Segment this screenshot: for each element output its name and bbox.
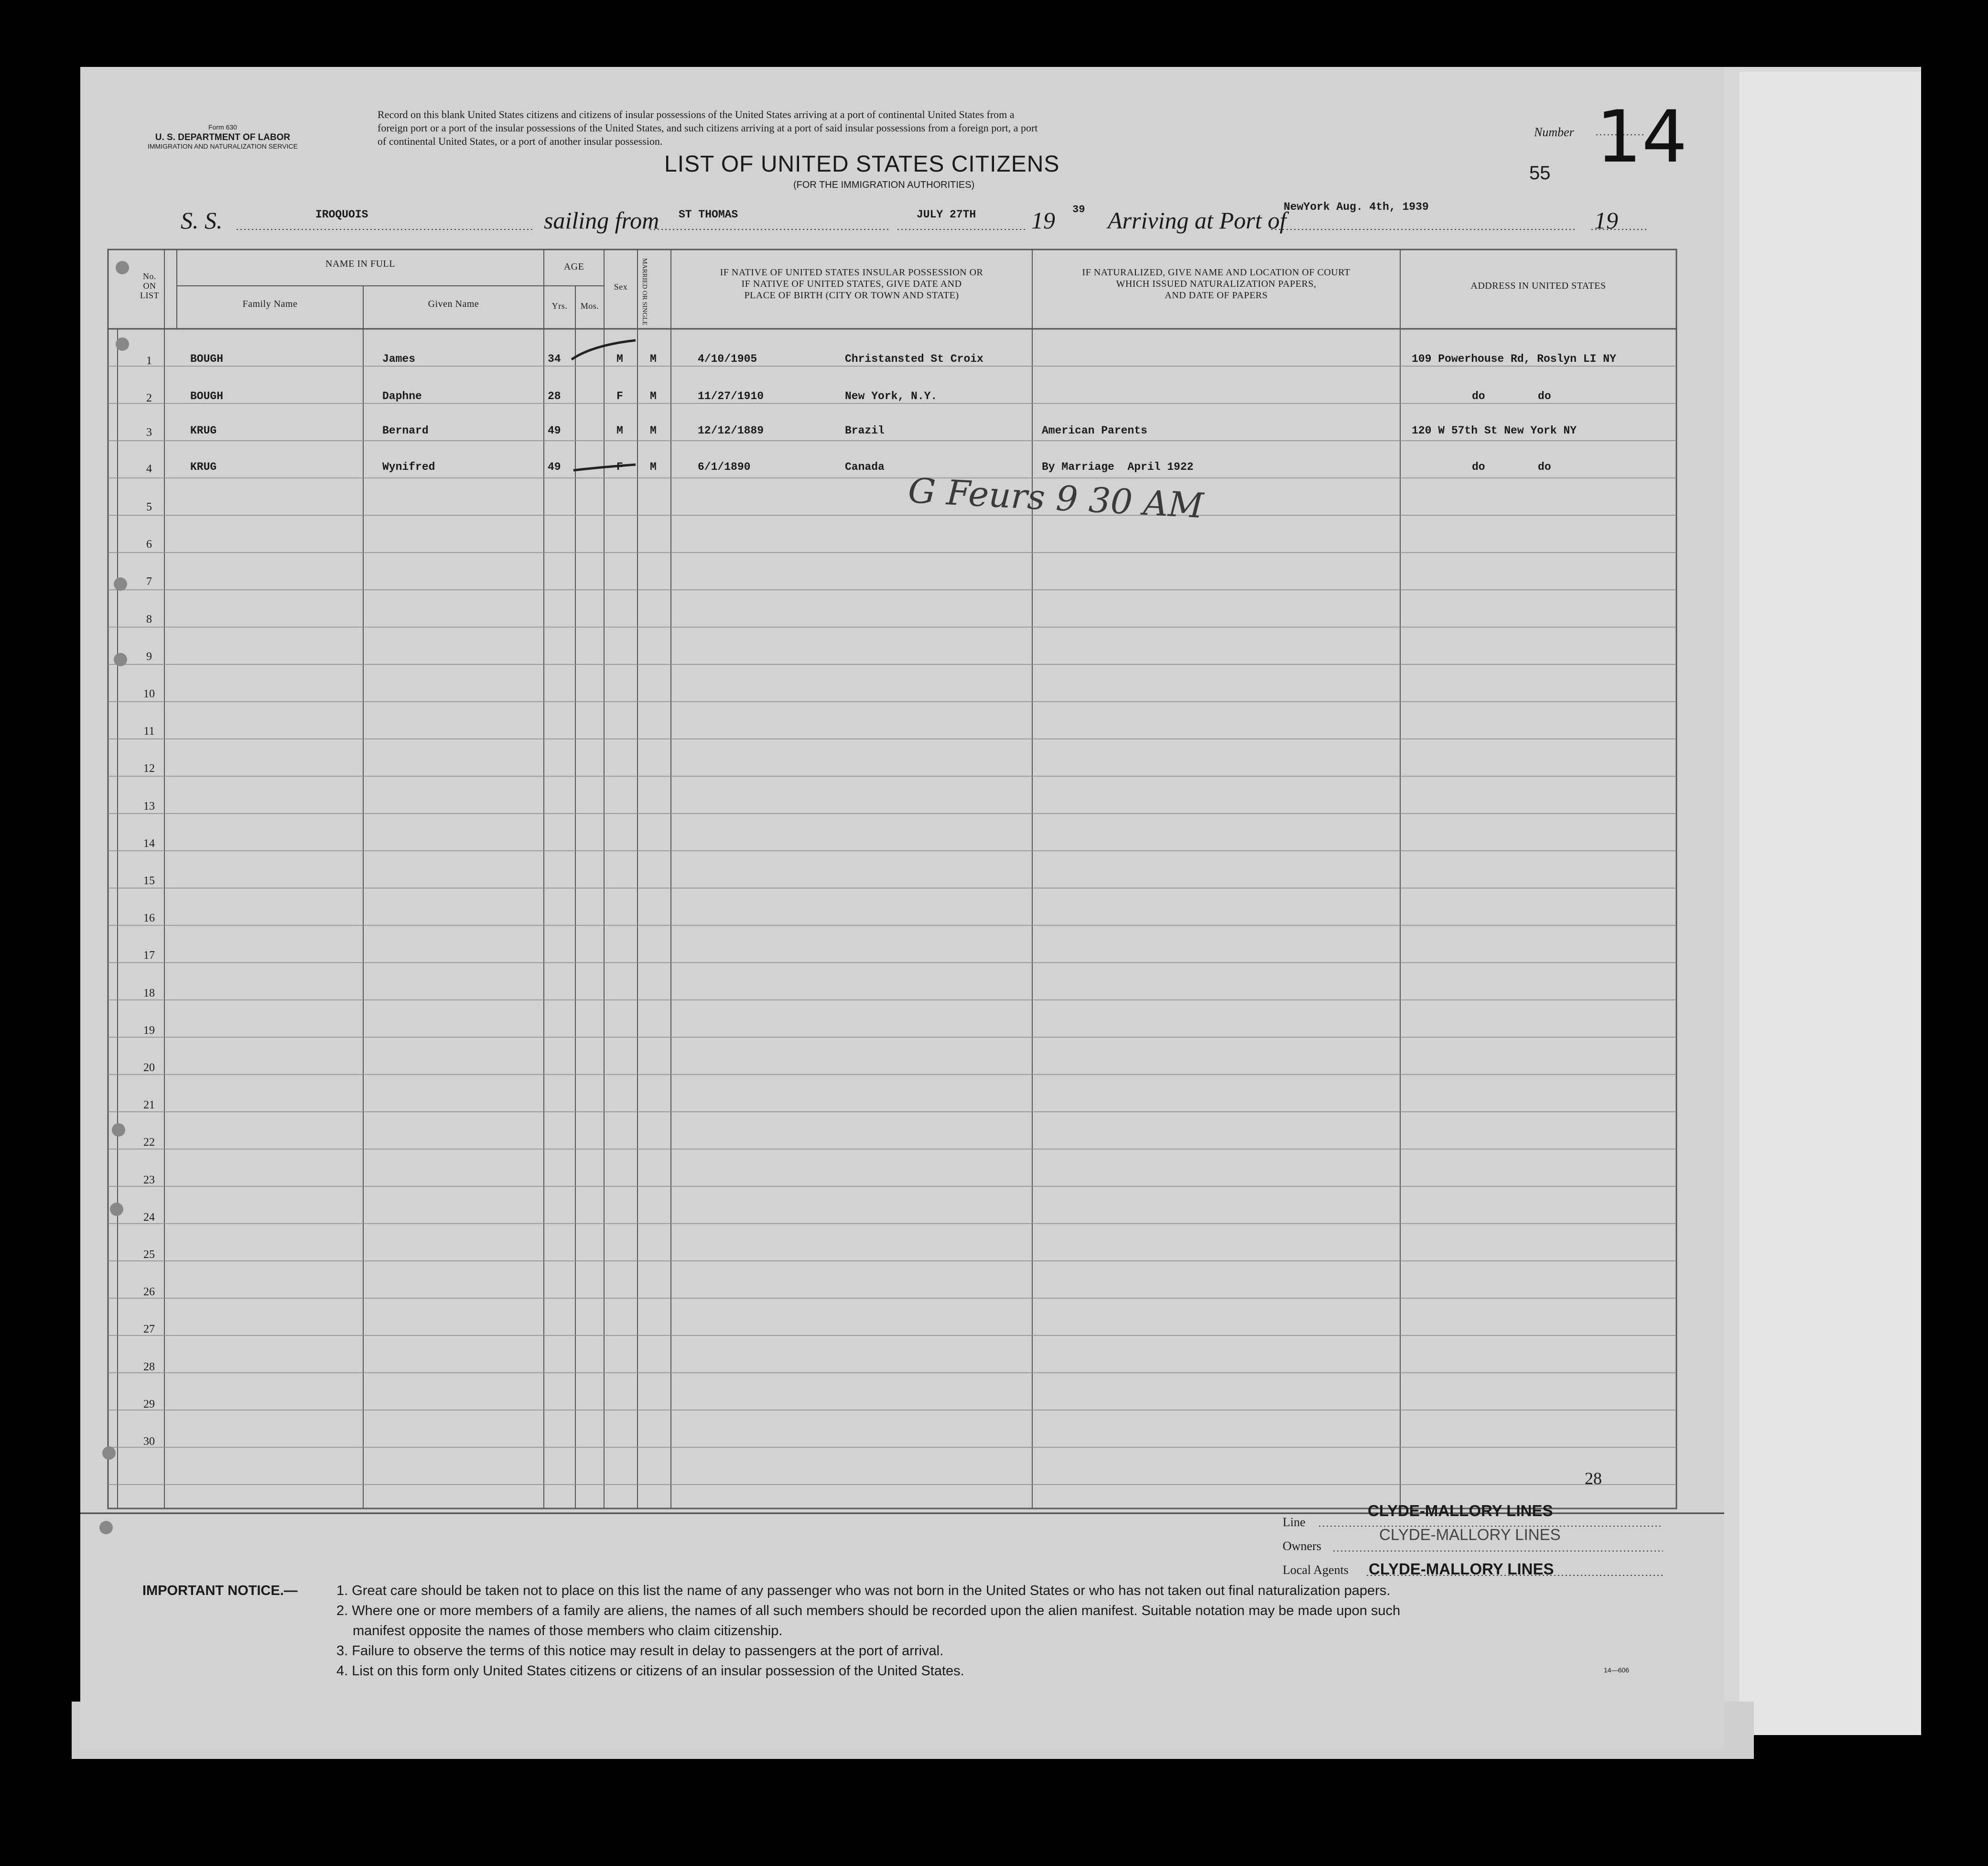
row-number: 23	[143, 1174, 155, 1186]
married-single: M	[650, 424, 657, 437]
service: IMMIGRATION AND NATURALIZATION SERVICE	[148, 142, 298, 150]
row-number: 11	[143, 725, 155, 738]
row-number: 17	[143, 949, 155, 962]
family-name: BOUGH	[190, 353, 224, 365]
row-number: 6	[146, 538, 152, 551]
notice-4: 4. List on this form only United States citizens or citizens of an insular possession of the United States.	[336, 1663, 964, 1679]
line-label: Line	[1283, 1515, 1306, 1529]
row-number: 4	[146, 463, 152, 475]
row-number: 27	[143, 1323, 155, 1335]
year-prefix-2: 19	[1594, 207, 1618, 234]
header-age: AGE	[563, 261, 584, 272]
header-no-on-list: No. ON LIST	[140, 271, 159, 300]
header-address: ADDRESS IN UNITED STATES	[1470, 281, 1606, 291]
address: 109 Powerhouse Rd, Roslyn LI NY	[1412, 353, 1616, 365]
birth-date: 4/10/1905	[698, 353, 757, 365]
ship-name: IROQUOIS	[315, 208, 368, 221]
arrival-port-date: NewYork Aug. 4th, 1939	[1284, 201, 1429, 213]
row-number: 19	[143, 1024, 155, 1037]
address: 120 W 57th St New York NY	[1412, 424, 1577, 437]
header-naturalized: IF NATURALIZED, GIVE NAME AND LOCATION OF COURT WHICH ISSUED NATURALIZATION PAPERS, AND DATE OF PAPERS	[1082, 267, 1351, 301]
birth-place: Christansted St Croix	[845, 353, 983, 365]
row-number: 2	[146, 392, 152, 404]
married-single: M	[650, 353, 657, 365]
arriving-label: Arriving at Port of	[1108, 207, 1286, 234]
port-from: ST THOMAS	[679, 208, 738, 221]
birth-place: Brazil	[845, 424, 885, 437]
ss-label: S. S.	[181, 207, 223, 234]
form-number: Form 630	[208, 123, 237, 131]
row-number: 21	[143, 1099, 155, 1111]
given-name: James	[382, 353, 416, 365]
family-name: KRUG	[190, 461, 217, 473]
notice-label: IMPORTANT NOTICE.—	[142, 1583, 298, 1598]
print-code: 14—606	[1604, 1666, 1629, 1674]
birth-date: 12/12/1889	[698, 424, 764, 437]
owners-value: CLYDE-MALLORY LINES	[1379, 1526, 1561, 1543]
row-number: 30	[143, 1435, 155, 1448]
naturalization: American Parents	[1042, 424, 1147, 437]
birth-date: 6/1/1890	[698, 461, 751, 473]
agents-label: Local Agents	[1283, 1563, 1349, 1577]
row-number: 24	[143, 1211, 155, 1224]
row-number: 7	[146, 575, 152, 588]
handwritten-note: G Feurs 9 30 AM	[907, 470, 1205, 526]
age-years: 49	[548, 461, 561, 473]
row-number: 13	[143, 800, 155, 813]
header-name-in-full: NAME IN FULL	[325, 259, 395, 269]
row-number: 14	[143, 837, 155, 850]
given-name: Wynifred	[382, 461, 435, 473]
agents-value: CLYDE-MALLORY LINES	[1369, 1560, 1554, 1578]
family-name: BOUGH	[190, 390, 224, 402]
row-number: 29	[143, 1398, 155, 1410]
row-number: 5	[146, 501, 152, 513]
year-prefix: 19	[1031, 207, 1055, 234]
family-name: KRUG	[190, 424, 217, 437]
address: do do	[1472, 390, 1551, 402]
form-title: LIST OF UNITED STATES CITIZENS	[664, 152, 1060, 177]
row-number: 25	[143, 1248, 155, 1261]
header-sex: Sex	[614, 282, 628, 292]
line-value: CLYDE-MALLORY LINES	[1368, 1502, 1553, 1519]
department: U. S. DEPARTMENT OF LABOR	[155, 132, 291, 142]
sheet-number: 55	[1529, 163, 1551, 184]
age-years: 34	[548, 353, 561, 365]
age-years: 28	[548, 390, 561, 402]
number-value-handwritten: 14	[1596, 96, 1687, 179]
row-number: 22	[143, 1136, 155, 1149]
row-number: 18	[143, 987, 155, 999]
row-number: 15	[143, 875, 155, 887]
notice-1: 1. Great care should be taken not to place on this list the name of any passenger who was not born in the United States or who has not taken out final naturalization papers.	[336, 1583, 1391, 1598]
header-married-or-single: MARRIED OR SINGLE	[641, 258, 648, 325]
notice-2: 2. Where one or more members of a family are aliens, the names of all such members should be recorded upon the alien manifest. Suitable notation may be made upon such	[336, 1603, 1401, 1618]
notice-2-cont: manifest opposite the names of those members who claim citizenship.	[353, 1623, 783, 1638]
sex: F	[616, 461, 623, 473]
header-age-mos: Mos.	[580, 301, 599, 311]
header-given-name: Given Name	[428, 299, 479, 309]
corner-number: 28	[1585, 1469, 1602, 1488]
naturalization: By Marriage April 1922	[1042, 461, 1194, 473]
number-label: Number	[1534, 125, 1574, 139]
row-number: 1	[146, 355, 152, 367]
married-single: M	[650, 461, 657, 473]
married-single: M	[650, 390, 657, 402]
instruction-line-1: Record on this blank United States citizens and citizens of insular possessions of the United States arriving at a port of continental United States from a	[378, 108, 1015, 120]
row-number: 12	[143, 762, 155, 775]
header-birth: IF NATIVE OF UNITED STATES INSULAR POSSESSION OR IF NATIVE OF UNITED STATES, GIVE DATE AND PLACE OF BIRTH (CITY OR TOWN AND STATE)	[720, 267, 983, 301]
birth-place: New York, N.Y.	[845, 390, 938, 402]
header-age-yrs: Yrs.	[551, 301, 568, 311]
sex: M	[616, 353, 623, 365]
birth-date: 11/27/1910	[698, 390, 764, 402]
sex: F	[616, 390, 623, 402]
row-number: 8	[146, 613, 152, 626]
owners-label: Owners	[1283, 1539, 1321, 1553]
year-suffix: 39	[1072, 204, 1085, 216]
form-sheet	[80, 67, 1724, 1749]
row-number: 26	[143, 1286, 155, 1298]
row-number: 9	[146, 651, 152, 663]
row-number: 16	[143, 912, 155, 924]
sex: M	[616, 424, 623, 437]
backing-page-right-inner	[1740, 72, 1921, 1735]
given-name: Daphne	[382, 390, 422, 402]
header-family-name: Family Name	[242, 299, 298, 309]
notice-3: 3. Failure to observe the terms of this notice may result in delay to passengers at the port of arrival.	[336, 1643, 944, 1659]
given-name: Bernard	[382, 424, 429, 437]
row-number: 10	[143, 688, 155, 700]
row-number: 28	[143, 1361, 155, 1373]
row-number: 20	[143, 1062, 155, 1074]
sailing-from-label: sailing from	[544, 207, 659, 234]
sailing-date: JULY 27TH	[917, 208, 976, 221]
age-years: 49	[548, 424, 561, 437]
birth-place: Canada	[845, 461, 885, 473]
form-subtitle: (FOR THE IMMIGRATION AUTHORITIES)	[793, 180, 975, 190]
instruction-line-2: foreign port or a port of the insular possessions of the United States, and such citizens arriving at a port of said insular possessions from a foreign port, a port	[378, 122, 1038, 134]
address: do do	[1472, 461, 1551, 473]
row-number: 3	[146, 426, 152, 439]
instruction-line-3: of continental United States, or a port of another insular possession.	[378, 135, 663, 147]
